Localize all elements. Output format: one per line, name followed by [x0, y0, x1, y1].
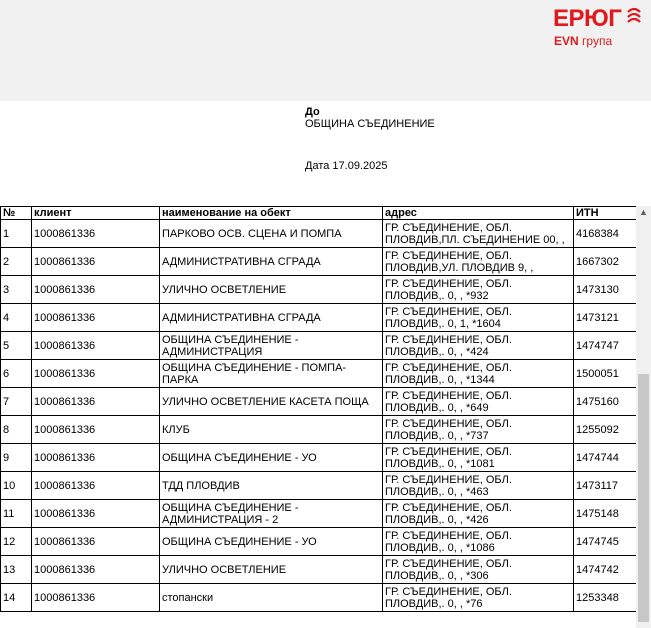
cell-number: 14	[1, 584, 32, 612]
table-header-row	[1, 207, 637, 220]
cell-number: 1	[1, 220, 32, 248]
cell-itn: 1255092	[574, 416, 637, 444]
cell-itn: 1500051	[574, 360, 637, 388]
col-header-address: адрес	[383, 207, 574, 220]
cell-client: 1000861336	[32, 500, 160, 528]
table-row	[1, 416, 637, 444]
cell-object-name: ОБЩИНА СЪЕДИНЕНИЕ - ПОМПА-ПАРКА	[160, 360, 383, 388]
table-row	[1, 388, 637, 416]
cell-number: 4	[1, 304, 32, 332]
cell-address: ГР. СЪЕДИНЕНИЕ, ОБЛ. ПЛОВДИВ,. 0, , *424	[383, 332, 574, 360]
cell-address: ГР. СЪЕДИНЕНИЕ, ОБЛ. ПЛОВДИВ,. 0, 1, *1604	[383, 304, 574, 332]
cell-object-name: ОБЩИНА СЪЕДИНЕНИЕ - УО	[160, 528, 383, 556]
cell-itn: 1473130	[574, 276, 637, 304]
cell-client: 1000861336	[32, 556, 160, 584]
cell-client: 1000861336	[32, 416, 160, 444]
addressee-label: До	[305, 106, 320, 118]
logo-waves-icon	[625, 6, 643, 26]
cell-number: 5	[1, 332, 32, 360]
cell-client: 1000861336	[32, 388, 160, 416]
cell-address: ГР. СЪЕДИНЕНИЕ, ОБЛ. ПЛОВДИВ,. 0, , *932	[383, 276, 574, 304]
table-row	[1, 220, 637, 248]
cell-address: ГР. СЪЕДИНЕНИЕ, ОБЛ. ПЛОВДИВ,. 0, , *426	[383, 500, 574, 528]
company-logo	[553, 4, 643, 54]
cell-address: ГР. СЪЕДИНЕНИЕ, ОБЛ. ПЛОВДИВ,. 0, , *463	[383, 472, 574, 500]
cell-object-name: ОБЩИНА СЪЕДИНЕНИЕ - АДМИНИСТРАЦИЯ - 2	[160, 500, 383, 528]
cell-object-name: УЛИЧНО ОСВЕТЛЕНИЕ	[160, 276, 383, 304]
cell-address: ГР. СЪЕДИНЕНИЕ, ОБЛ. ПЛОВДИВ,. 0, , *1086	[383, 528, 574, 556]
cell-client: 1000861336	[32, 584, 160, 612]
cell-address: ГР. СЪЕДИНЕНИЕ, ОБЛ. ПЛОВДИВ,. 0, , *306	[383, 556, 574, 584]
cell-number: 11	[1, 500, 32, 528]
logo-sub-brand: EVN	[554, 34, 579, 48]
vertical-scrollbar[interactable]	[636, 206, 651, 628]
col-header-object-name: наименование на обект	[160, 207, 383, 220]
table-row	[1, 556, 637, 584]
addressee-name: ОБЩИНА СЪЕДИНЕНИЕ	[305, 118, 435, 130]
scroll-up-arrow-icon[interactable]: ▲	[639, 207, 648, 217]
logo-sub-text: група	[582, 34, 613, 48]
cell-object-name: УЛИЧНО ОСВЕТЛЕНИЕ КАСЕТА ПОЩА	[160, 388, 383, 416]
cell-number: 6	[1, 360, 32, 388]
cell-itn: 1253348	[574, 584, 637, 612]
cell-number: 8	[1, 416, 32, 444]
cell-itn: 1475160	[574, 388, 637, 416]
cell-number: 2	[1, 248, 32, 276]
cell-client: 1000861336	[32, 276, 160, 304]
objects-table-container[interactable]	[0, 206, 636, 628]
table-row	[1, 332, 637, 360]
logo-subtitle	[554, 34, 612, 48]
cell-itn: 1474742	[574, 556, 637, 584]
table-row	[1, 360, 637, 388]
cell-number: 9	[1, 444, 32, 472]
cell-object-name: АДМИНИСТРАТИВНА СГРАДА	[160, 304, 383, 332]
cell-itn: 1475148	[574, 500, 637, 528]
cell-object-name: стопански	[160, 584, 383, 612]
table-row	[1, 584, 637, 612]
cell-client: 1000861336	[32, 360, 160, 388]
cell-number: 12	[1, 528, 32, 556]
cell-address: ГР. СЪЕДИНЕНИЕ, ОБЛ. ПЛОВДИВ,. 0, , *737	[383, 416, 574, 444]
cell-object-name: ПАРКОВО ОСВ. СЦЕНА И ПОМПА	[160, 220, 383, 248]
cell-object-name: ОБЩИНА СЪЕДИНЕНИЕ - УО	[160, 444, 383, 472]
cell-itn: 1474745	[574, 528, 637, 556]
document-header	[0, 0, 651, 101]
cell-client: 1000861336	[32, 220, 160, 248]
table-row	[1, 528, 637, 556]
cell-itn: 4168384	[574, 220, 637, 248]
scrollbar-thumb[interactable]	[638, 374, 649, 622]
document-date: Дата 17.09.2025	[305, 160, 388, 172]
col-header-number: №	[1, 207, 32, 220]
cell-number: 10	[1, 472, 32, 500]
cell-itn: 1474744	[574, 444, 637, 472]
cell-number: 3	[1, 276, 32, 304]
table-row	[1, 500, 637, 528]
table-row	[1, 444, 637, 472]
table-row	[1, 304, 637, 332]
table-row	[1, 276, 637, 304]
table-body	[1, 220, 637, 612]
cell-object-name: ТДД ПЛОВДИВ	[160, 472, 383, 500]
table-row	[1, 248, 637, 276]
cell-address: ГР. СЪЕДИНЕНИЕ, ОБЛ. ПЛОВДИВ,. 0, , *649	[383, 388, 574, 416]
cell-client: 1000861336	[32, 472, 160, 500]
cell-client: 1000861336	[32, 304, 160, 332]
cell-object-name: АДМИНИСТРАТИВНА СГРАДА	[160, 248, 383, 276]
cell-itn: 1473121	[574, 304, 637, 332]
col-header-itn: ИТН	[574, 207, 637, 220]
cell-client: 1000861336	[32, 332, 160, 360]
cell-address: ГР. СЪЕДИНЕНИЕ, ОБЛ. ПЛОВДИВ,. 0, , *1344	[383, 360, 574, 388]
table-row	[1, 472, 637, 500]
cell-itn: 1473117	[574, 472, 637, 500]
cell-object-name: УЛИЧНО ОСВЕТЛЕНИЕ	[160, 556, 383, 584]
cell-number: 13	[1, 556, 32, 584]
cell-client: 1000861336	[32, 528, 160, 556]
col-header-client: клиент	[32, 207, 160, 220]
cell-client: 1000861336	[32, 444, 160, 472]
logo-wordmark: ЕРЮГ	[553, 5, 622, 32]
cell-client: 1000861336	[32, 248, 160, 276]
cell-object-name: ОБЩИНА СЪЕДИНЕНИЕ - АДМИНИСТРАЦИЯ	[160, 332, 383, 360]
cell-address: ГР. СЪЕДИНЕНИЕ, ОБЛ. ПЛОВДИВ,УЛ. ПЛОВДИВ 9, ,	[383, 248, 574, 276]
cell-itn: 1474747	[574, 332, 637, 360]
cell-address: ГР. СЪЕДИНЕНИЕ, ОБЛ. ПЛОВДИВ,. 0, , *1081	[383, 444, 574, 472]
cell-address: ГР. СЪЕДИНЕНИЕ, ОБЛ. ПЛОВДИВ,. 0, , *76	[383, 584, 574, 612]
objects-table	[0, 206, 636, 612]
addressee-block	[305, 106, 435, 130]
cell-itn: 1667302	[574, 248, 637, 276]
cell-address: ГР. СЪЕДИНЕНИЕ, ОБЛ. ПЛОВДИВ,ПЛ. СЪЕДИНЕНИЕ 00, ,	[383, 220, 574, 248]
cell-object-name: КЛУБ	[160, 416, 383, 444]
cell-number: 7	[1, 388, 32, 416]
